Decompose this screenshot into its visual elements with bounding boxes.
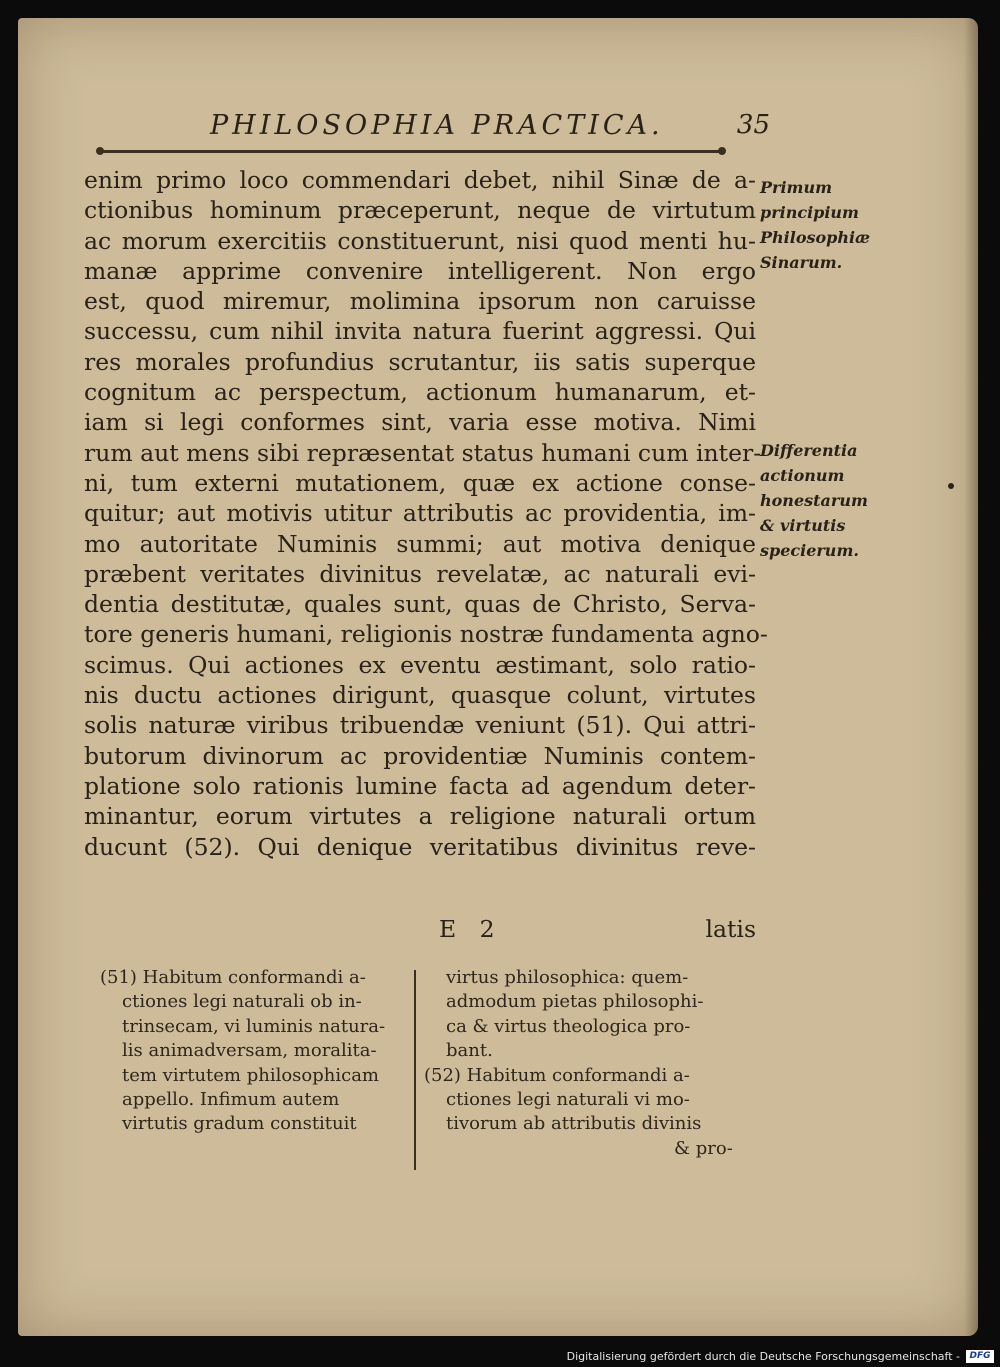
main-text-block <box>84 165 768 862</box>
text-line: cognitum ac perspectum, actionum humanarum, et- <box>84 378 756 407</box>
footnote-line: tivorum ab attributis divinis <box>446 1113 702 1135</box>
dfg-logo: DFG <box>966 1350 994 1363</box>
signature-line <box>84 915 756 945</box>
marginal-note-line: & virtutis <box>760 516 846 535</box>
running-title: PHILOSOPHIA PRACTICA. <box>210 110 664 141</box>
text-line: nis ductu actiones dirigunt, quasque colunt, virtutes <box>84 681 756 710</box>
text-line: rum aut mens sibi repræsentat status humani cum inter- <box>84 438 762 467</box>
marginal-note-line: actionum <box>760 466 845 485</box>
text-line: iam si legi conformes sint, varia esse motiva. Nimi <box>84 408 756 437</box>
footnote-line: trinsecam, vi luminis natura- <box>122 1015 386 1037</box>
head-rule <box>100 150 722 153</box>
marginal-note-line: Sinarum. <box>760 253 843 272</box>
catchword: latis <box>705 915 756 943</box>
footnote-line: virtus philosophica: quem- <box>446 967 689 988</box>
footnote-line: ctiones legi naturali vi mo- <box>446 1089 690 1111</box>
text-line: ctionibus hominum præceperunt, neque de virtutum <box>84 196 756 225</box>
text-line: mo autoritate Numinis summi; aut motiva denique <box>84 529 756 558</box>
paper-spot <box>948 483 954 489</box>
funding-credit: Digitalisierung gefördert durch die Deutsche Forschungsgemeinschaft - <box>566 1350 960 1363</box>
footnote-line: appello. Infimum autem <box>122 1089 340 1111</box>
page-number: 35 <box>736 110 770 140</box>
footer-bar <box>0 1348 1000 1367</box>
footnote-column-left <box>100 966 425 1137</box>
text-line: solis naturæ viribus tribuendæ veniunt (51). Qui attri- <box>84 711 756 740</box>
footnote-line: (51) Habitum conformandi a- <box>100 967 366 988</box>
footnote-line: ctiones legi naturali ob in- <box>122 991 362 1013</box>
text-line: dentia destitutæ, quales sunt, quas de Christo, Serva- <box>84 590 756 619</box>
text-line: platione solo rationis lumine facta ad agendum deter- <box>84 771 756 800</box>
footnote-line: tem virtutem philosophicam <box>122 1064 380 1086</box>
text-line: scimus. Qui actiones ex eventu æstimant, solo ratio- <box>84 650 756 679</box>
marginal-note-line: specierum. <box>760 541 859 560</box>
running-head <box>185 110 770 150</box>
marginal-note-line: Primum <box>760 178 833 197</box>
text-line: manæ apprime convenire intelligerent. Non ergo <box>84 256 756 285</box>
text-line: butorum divinorum ac providentiæ Numinis contem- <box>84 741 756 770</box>
footnote-line: & pro- <box>674 1137 733 1159</box>
footnote-line: lis animadversam, moralita- <box>122 1040 377 1062</box>
text-line: ducunt (52). Qui denique veritatibus divinitus reve- <box>84 832 756 861</box>
footnote-divider <box>414 970 416 1170</box>
text-line: successu, cum nihil invita natura fuerint aggressi. Qui <box>84 317 756 346</box>
marginal-note-principium <box>760 175 875 275</box>
marginal-note-line: honestarum <box>760 491 868 510</box>
text-line: ni, tum externi mutationem, quæ ex actione conse- <box>84 468 756 497</box>
text-line: minantur, eorum virtutes a religione naturali ortum <box>84 802 756 831</box>
text-line: ac morum exercitiis constituerunt, nisi quod menti hu- <box>84 226 756 255</box>
footnote-line: admodum pietas philosophi- <box>446 991 704 1013</box>
marginal-note-differentia <box>760 438 875 563</box>
marginal-note-line: Differentia <box>760 441 858 460</box>
footnote-line: bant. <box>446 1040 493 1062</box>
marginal-note-line: principium <box>760 203 859 222</box>
footnote-line: virtutis gradum constituit <box>122 1113 357 1135</box>
text-line: est, quod miremur, molimina ipsorum non caruisse <box>84 287 756 316</box>
text-line: quitur; aut motivis utitur attributis ac providentia, im- <box>84 499 756 528</box>
footnote-column-right <box>424 966 754 1161</box>
text-line: tore generis humani, religionis nostræ fundamenta agno- <box>84 620 768 649</box>
text-line: præbent veritates divinitus revelatæ, ac naturali evi- <box>84 559 756 588</box>
text-line: enim primo loco commendari debet, nihil Sinæ de a- <box>84 166 756 194</box>
text-line: res morales profundius scrutantur, iis satis superque <box>84 347 756 376</box>
signature-mark: E 2 <box>439 915 503 943</box>
marginal-note-line: Philosophiæ <box>760 228 870 247</box>
footnote-line: ca & virtus theologica pro- <box>446 1015 691 1037</box>
footnote-line: (52) Habitum conformandi a- <box>424 1064 690 1086</box>
